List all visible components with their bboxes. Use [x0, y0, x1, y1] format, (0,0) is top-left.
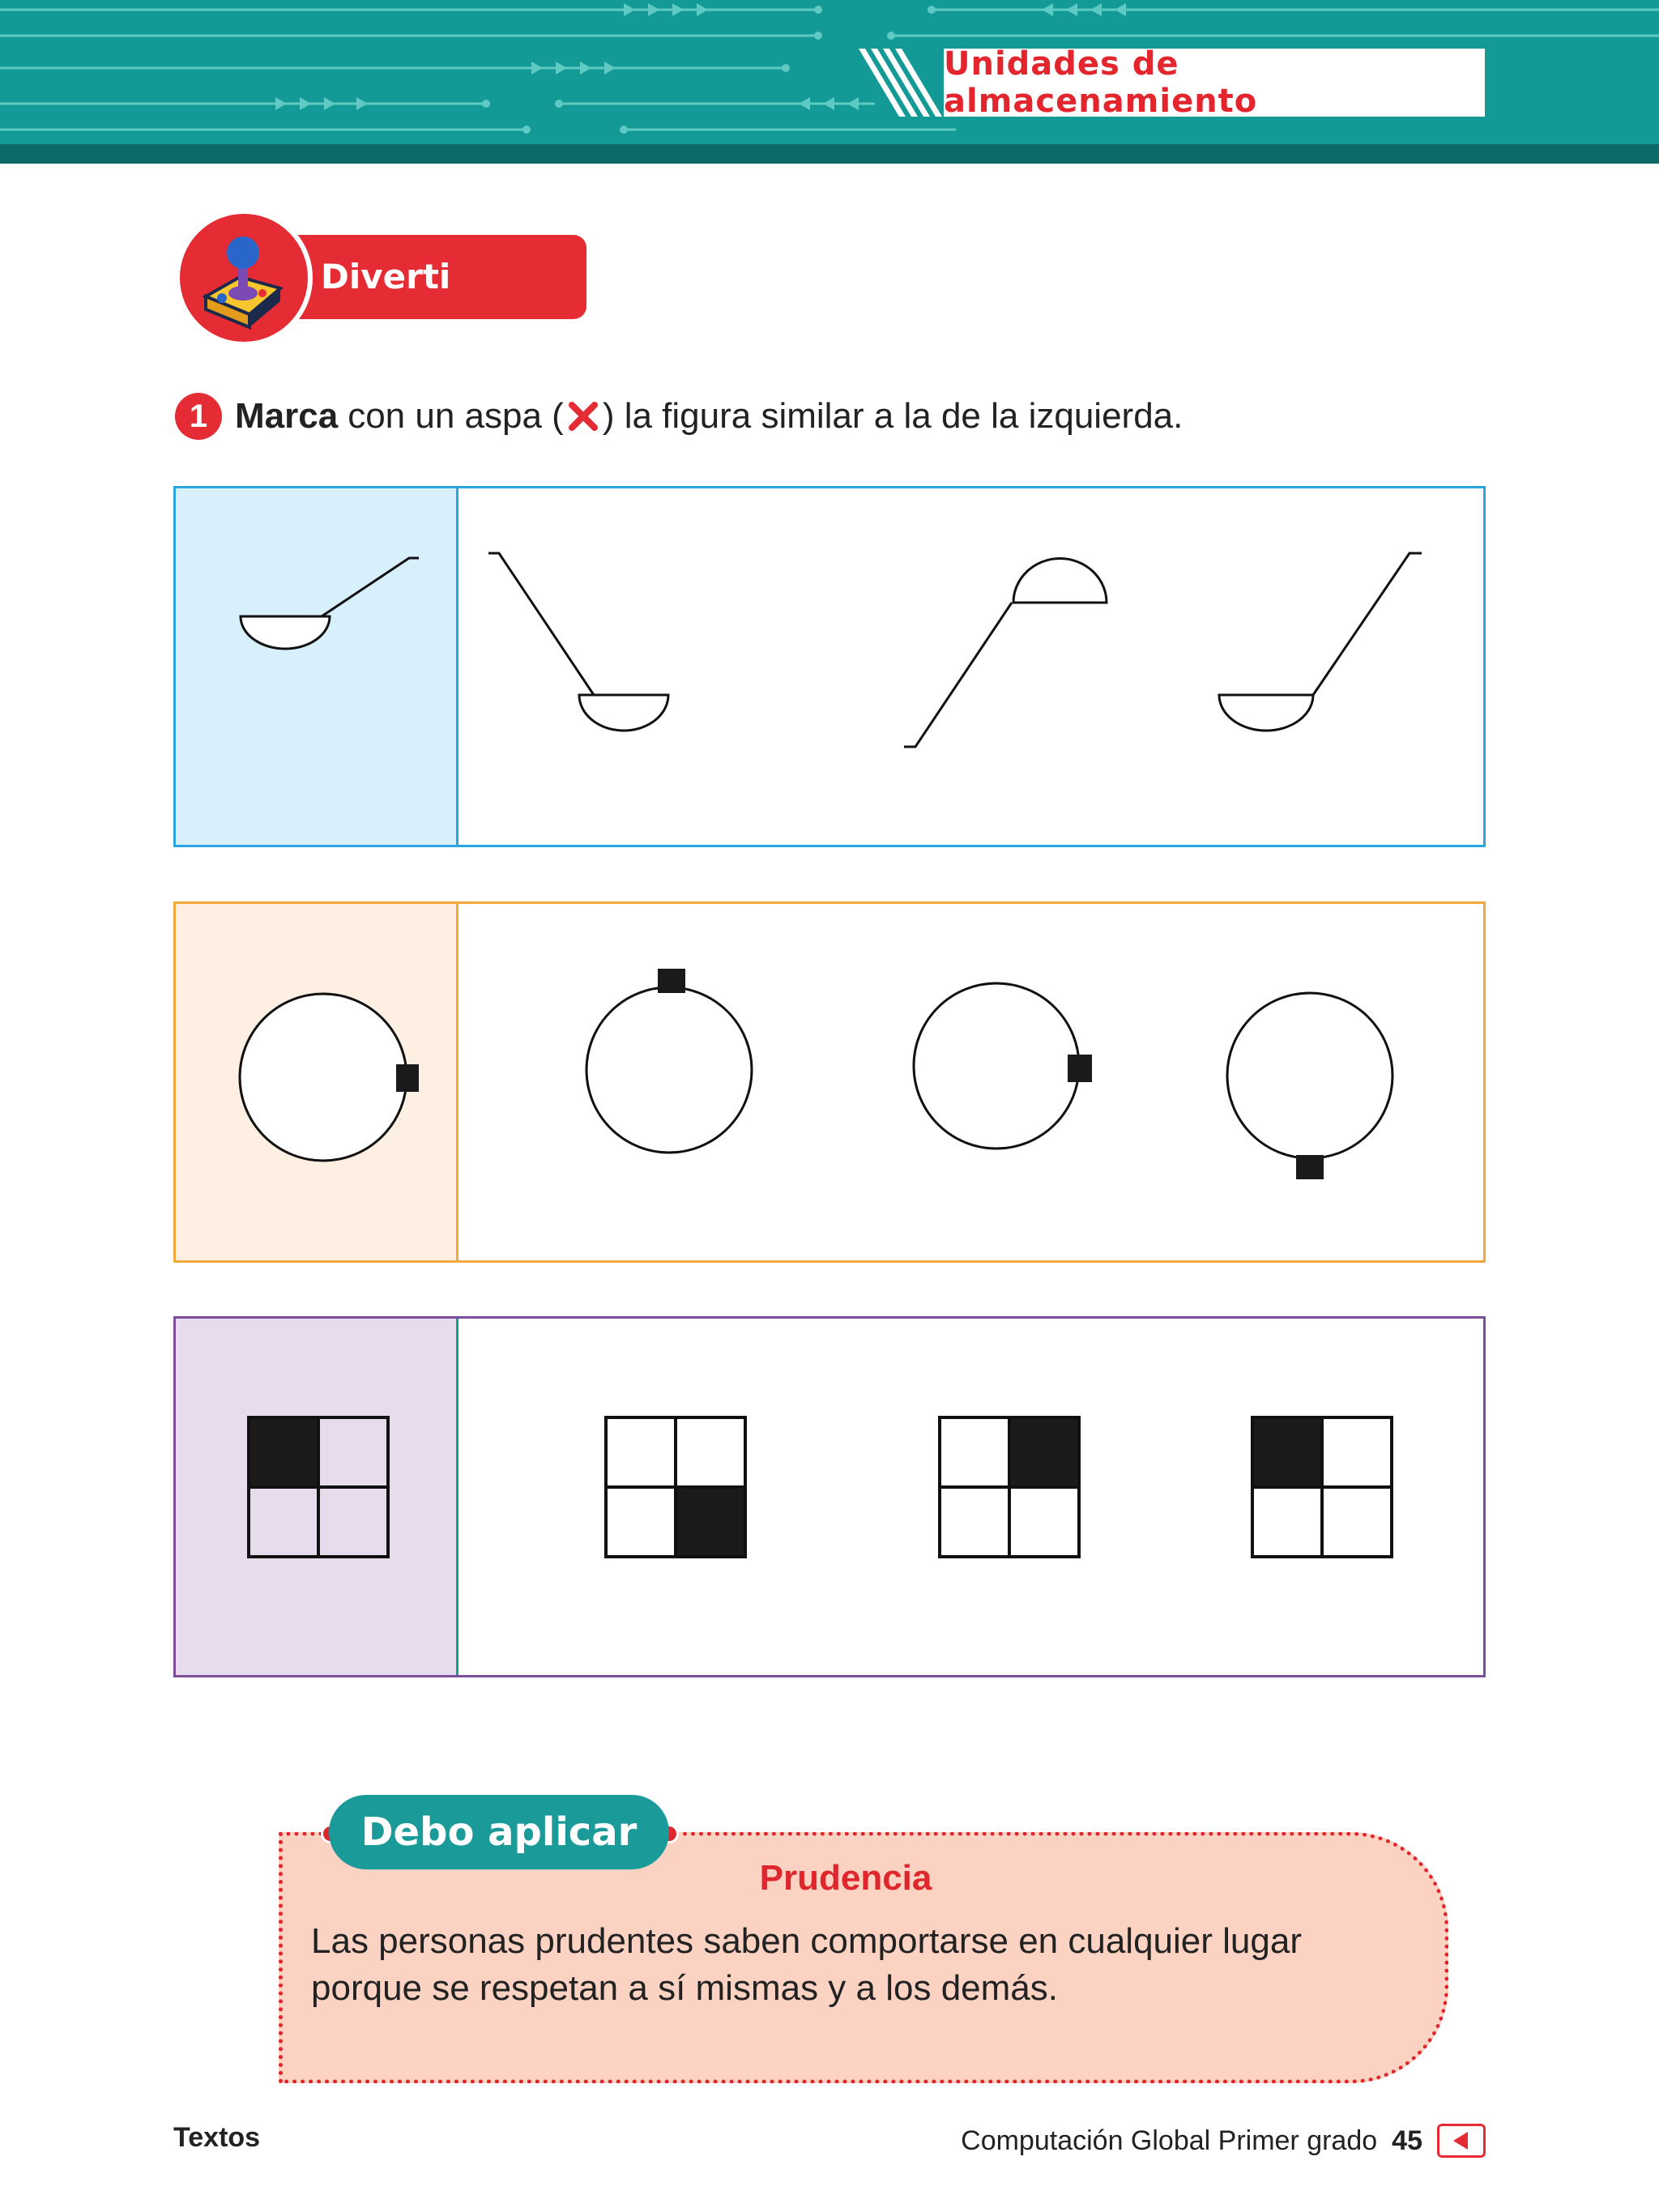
cross-mark-icon — [565, 399, 601, 434]
circle-options-figures — [458, 904, 1486, 1260]
ladle-right-handle-figure[interactable] — [1219, 553, 1422, 731]
grid-options-figures — [458, 1319, 1486, 1675]
circle-square-right-figure[interactable] — [914, 983, 1092, 1149]
triangle-left-icon — [1450, 2130, 1473, 2151]
section-badge — [175, 209, 580, 381]
apply-text: Las personas prudentes saben comportarse en cualquier lugar porque se respetan a sí mismas y a los demás. — [311, 1921, 1302, 2008]
apply-tag: Debo aplicar — [329, 1795, 669, 1869]
grid-top-left-reference — [247, 1416, 390, 1558]
footer-publisher: Textos — [173, 2122, 261, 2153]
grid-top-left-figure[interactable] — [1252, 1417, 1392, 1557]
options-panel — [458, 1319, 1483, 1675]
chapter-title: Unidades de almacenamiento — [944, 49, 1485, 117]
previous-page-button[interactable] — [1437, 2124, 1486, 2158]
reference-figure-panel — [176, 1319, 458, 1675]
footer-book-title: Computación Global Primer grado — [961, 2125, 1378, 2156]
circle-square-right-reference — [232, 985, 419, 1171]
question-instruction — [175, 392, 1183, 441]
apply-title: Prudencia — [759, 1858, 932, 1898]
circle-square-bottom-figure[interactable] — [1227, 993, 1392, 1179]
grid-top-right-figure[interactable] — [940, 1417, 1079, 1557]
footer-book-info — [961, 2124, 1486, 2158]
instruction-text-after: ) la figura similar a la de la izquierda. — [602, 396, 1183, 436]
reference-figure-panel — [176, 488, 458, 845]
instruction-text-before: con un aspa ( — [348, 396, 564, 436]
question-number: 1 — [175, 393, 222, 440]
ladle-options-figures — [456, 549, 1485, 760]
page-number: 45 — [1392, 2125, 1422, 2156]
reference-figure-panel — [176, 904, 458, 1260]
ladle-right-handle-reference — [224, 552, 419, 697]
header-banner — [0, 0, 1659, 164]
joystick-icon — [175, 209, 313, 347]
ladle-left-handle-figure[interactable] — [488, 553, 668, 731]
grid-bottom-right-figure[interactable] — [606, 1417, 745, 1557]
ladle-inverted-figure[interactable] — [904, 559, 1107, 747]
badge-label: Diverti Juegos — [321, 257, 451, 381]
exercise-row-grid — [173, 1316, 1486, 1677]
options-panel — [458, 904, 1483, 1260]
exercise-row-circle — [173, 901, 1486, 1263]
instruction-bold: Marca — [235, 396, 339, 436]
circle-square-top-figure[interactable] — [586, 969, 752, 1153]
